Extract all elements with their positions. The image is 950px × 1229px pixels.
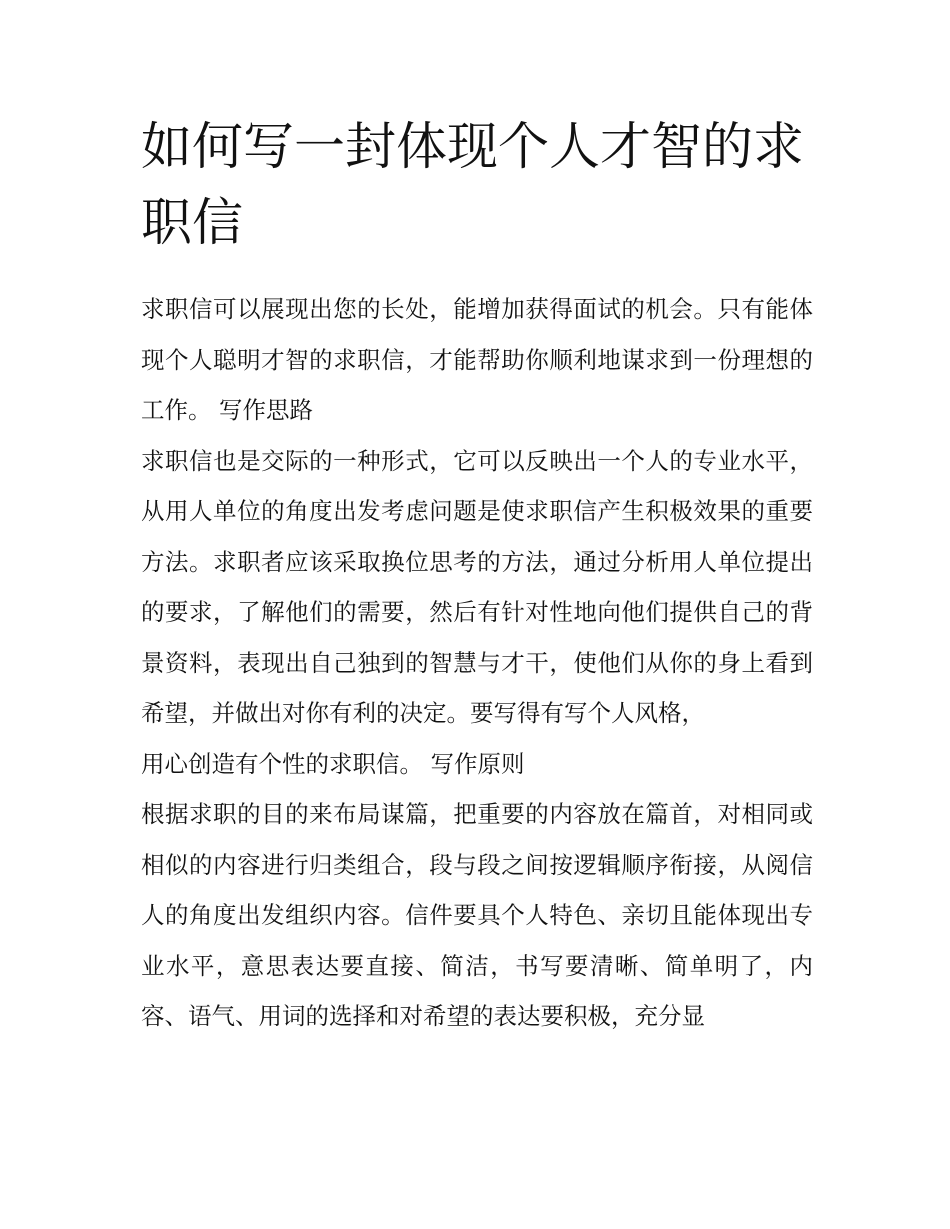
paragraph-intro: 求职信可以展现出您的长处，能增加获得面试的机会。只有能体现个人聪明才智的求职信，才能帮助你顺利地谋求到一份理想的工作。 写作思路 [141,295,813,424]
document-body [141,110,813,1042]
paragraph-writing-principles: 根据求职的目的来布局谋篇，把重要的内容放在篇首，对相同或相似的内容进行归类组合，段与段之间按逻辑顺序衔接，从阅信人的角度出发组织内容。信件要具个人特色、亲切且能体现出专业水平，意思表达要直接、简洁，书写要清晰、简单明了，内容、语气、用词的选择和对希望的表达要积极，充分显 [141,800,813,1030]
paragraph-personal-style: 用心创造有个性的求职信。 写作原则 [141,749,525,778]
paragraph-writing-approach: 求职信也是交际的一种形式，它可以反映出一个人的专业水平，从用人单位的角度出发考虑问题是使求职信产生积极效果的重要方法。求职者应该采取换位思考的方法，通过分析用人单位提出的要求，了解他们的需要，然后有针对性地向他们提供自己的背景资料，表现出自己独到的智慧与才干，使他们从你的身上看到希望，并做出对你有利的决定。要写得有写个人风格， [141,446,813,727]
document-title: 如何写一封体现个人才智的求职信 [141,118,805,253]
